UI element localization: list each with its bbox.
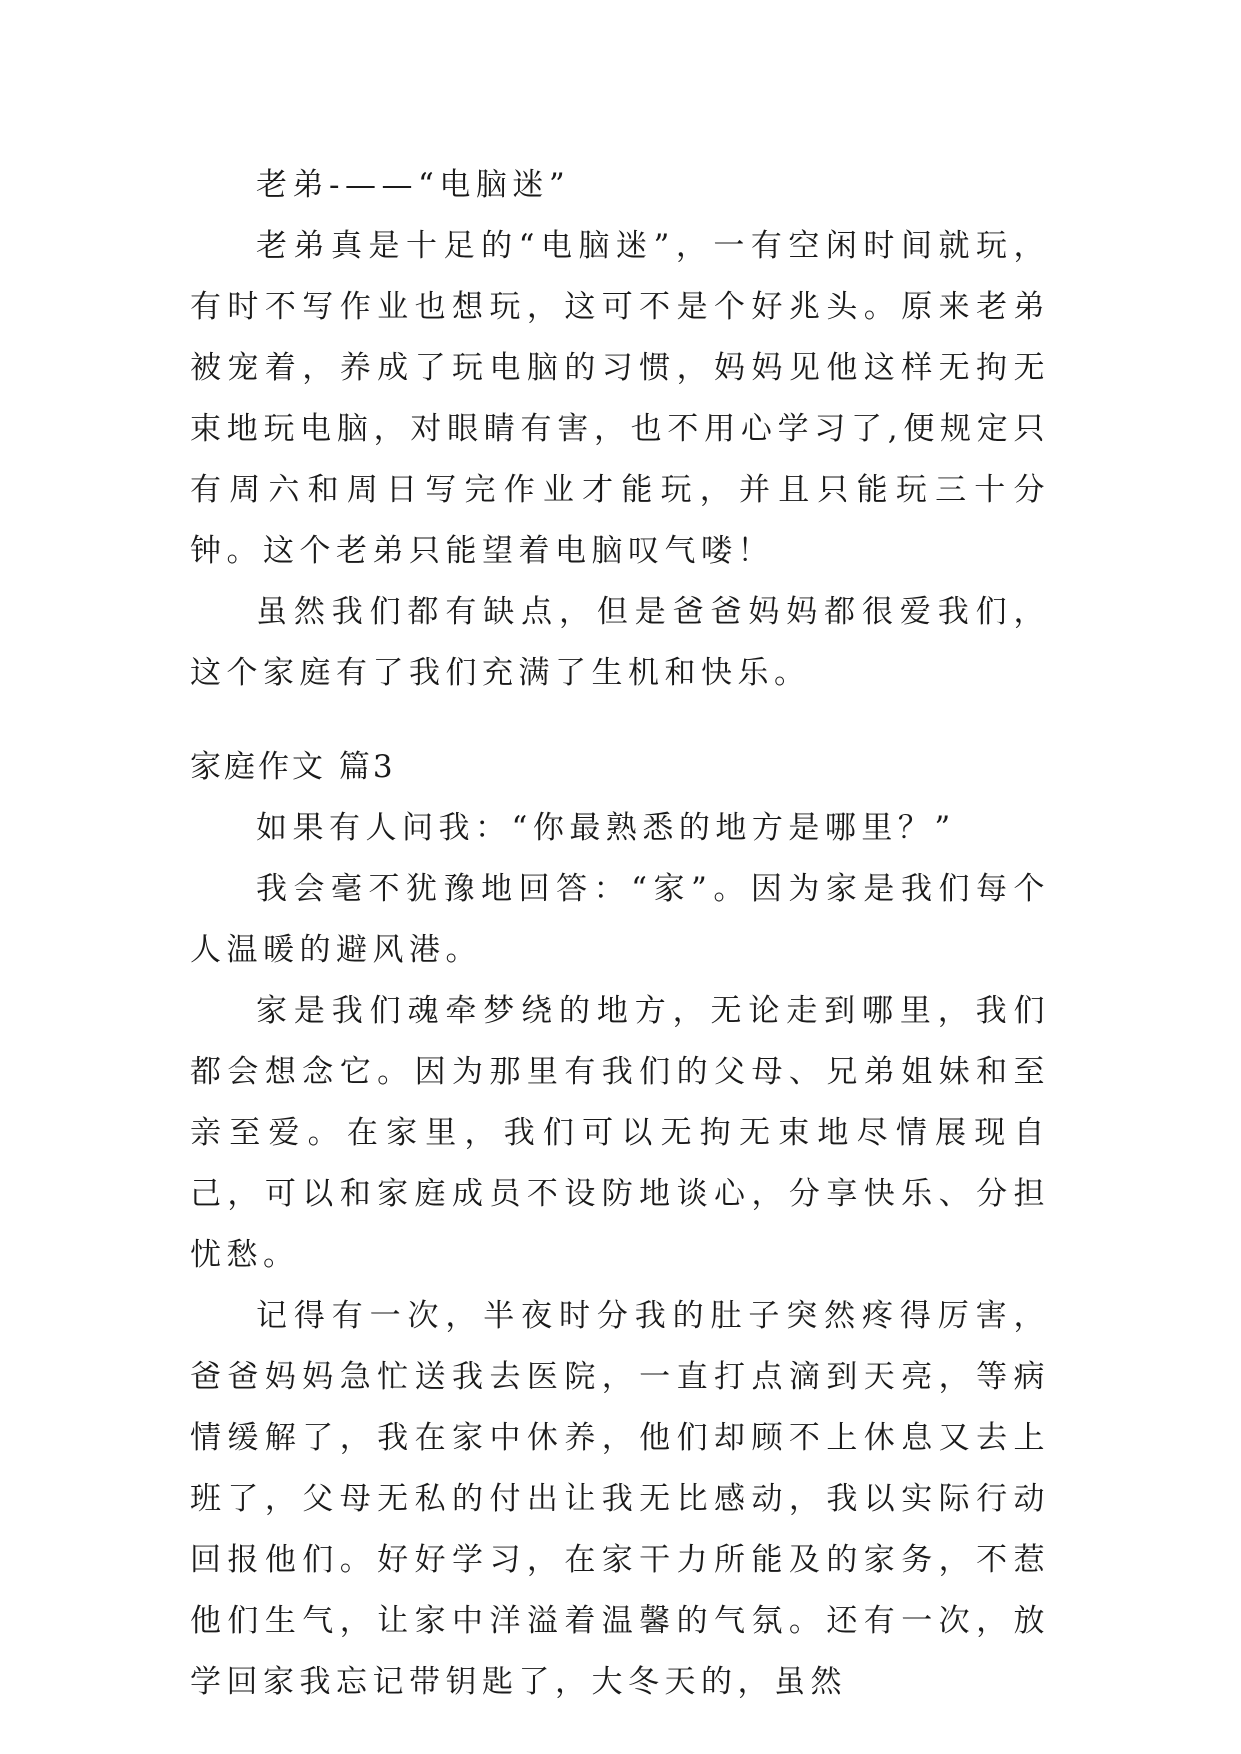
body-paragraph: 家是我们魂牵梦绕的地方，无论走到哪里，我们都会想念它。因为那里有我们的父母、兄弟姐妹和至亲至爱。在家里，我们可以无拘无束地尽情展现自己，可以和家庭成员不设防地谈心，分享快乐、分担忧愁。 (190, 993, 1050, 1273)
body-paragraph: 如果有人问我：“你最熟悉的地方是哪里？” (256, 810, 956, 846)
body-paragraph: 老弟真是十足的“电脑迷”，一有空闲时间就玩，有时不写作业也想玩，这可不是个好兆头。原来老弟被宠着，养成了玩电脑的习惯，妈妈见他这样无拘无束地玩电脑，对眼睛有害，也不用心学习了,便规定只有周六和周日写完作业才能玩，并且只能玩三十分钟。这个老弟只能望着电脑叹气喽！ (190, 228, 1050, 569)
body-paragraph: 记得有一次，半夜时分我的肚子突然疼得厉害，爸爸妈妈急忙送我去医院，一直打点滴到天亮，等病情缓解了，我在家中休养，他们却顾不上休息又去上班了，父母无私的付出让我无比感动，我以实际行动回报他们。好好学习，在家干力所能及的家务，不惹他们生气，让家中洋溢着温馨的气氛。还有一次，放学回家我忘记带钥匙了，大冬天的，虽然 (190, 1298, 1050, 1700)
section-subtitle: 老弟-——“电脑迷” (256, 167, 571, 203)
body-paragraph: 我会毫不犹豫地回答：“家”。因为家是我们每个人温暖的避风港。 (190, 871, 1050, 968)
essay-section-3 (190, 737, 1050, 1713)
essay-section-2-tail (190, 155, 1050, 704)
essay-title: 家庭作文 篇3 (190, 749, 396, 785)
body-paragraph: 虽然我们都有缺点，但是爸爸妈妈都很爱我们，这个家庭有了我们充满了生机和快乐。 (190, 594, 1050, 691)
